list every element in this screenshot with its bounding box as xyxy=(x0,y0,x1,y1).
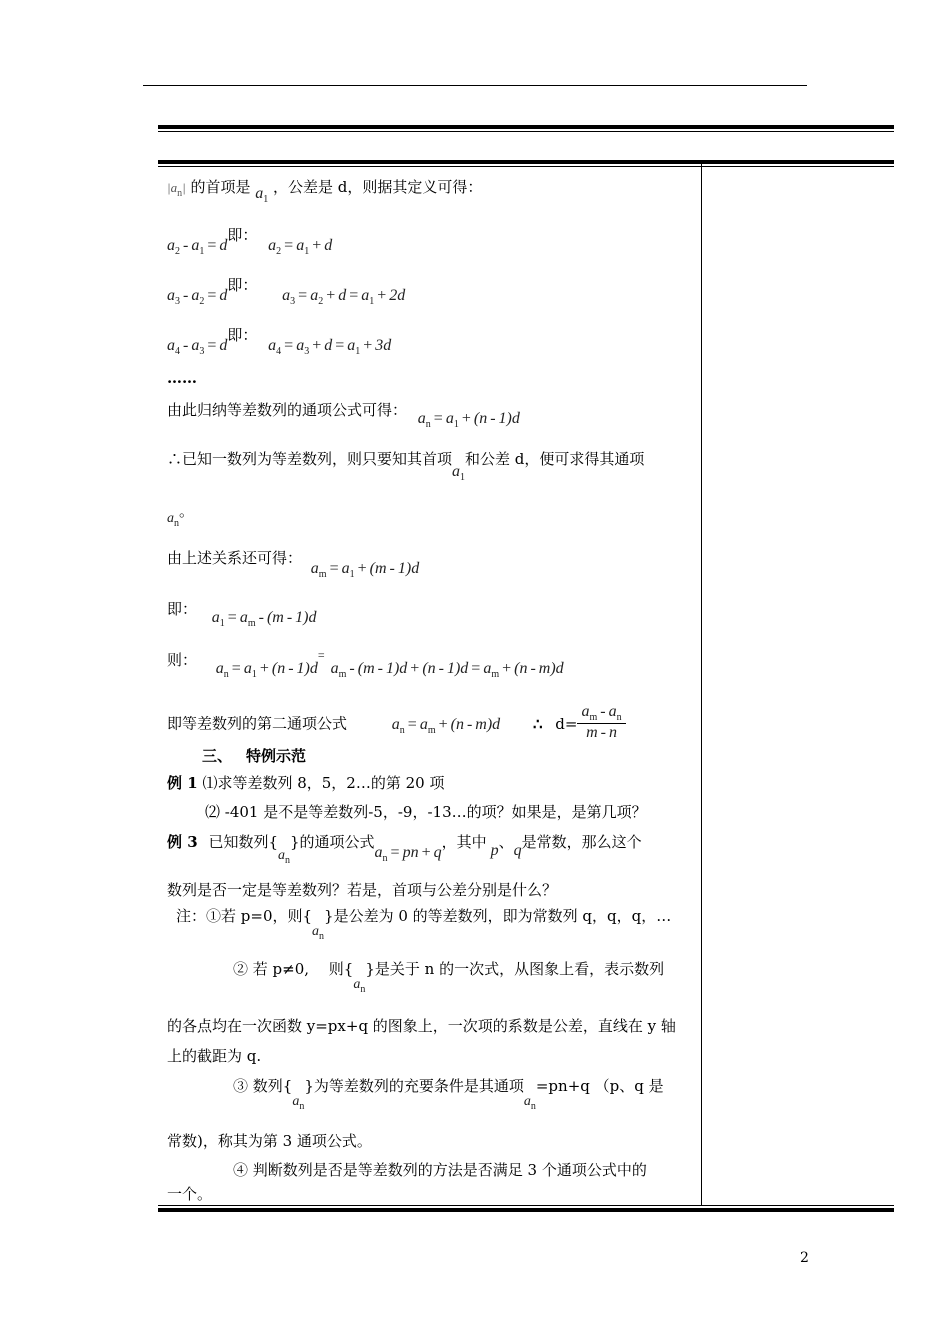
line-also xyxy=(167,547,420,580)
section-number: 三、 xyxy=(202,747,233,765)
formula-am: $a_m = a_1 + (m - 1)d$ xyxy=(310,560,420,580)
symbol-p: p xyxy=(490,842,499,859)
eq-row-2 xyxy=(167,226,333,257)
text-known-a: ∴已知一数列为等差数列，则只要知其首项 xyxy=(167,450,453,468)
eq-row-3 xyxy=(167,276,406,307)
note-2 xyxy=(233,958,665,995)
example-3-line-2: 数列是否一定是等差数列？若是，首项与公差分别是什么？ xyxy=(167,881,558,899)
text-known-b: 和公差 d，便可求得其通项 xyxy=(465,450,645,468)
formula-an-general: $a_n = a_1 + (n - 1)d$ xyxy=(417,410,520,430)
eq-a3-minus-a2: $a_3 - a_2 = d$ xyxy=(167,287,228,307)
text-ji-4: 即： xyxy=(227,326,258,344)
text-d-eq: d= xyxy=(555,714,578,733)
note-3 xyxy=(233,1075,664,1112)
table-bottom-rule-thick xyxy=(158,1208,894,1212)
symbol-an-note3: $a_n$ xyxy=(292,1094,305,1112)
formula-an-pn-q: $a_n$ = pn + q xyxy=(374,844,442,864)
therefore-symbol: ∴ xyxy=(532,714,543,733)
example-3-text-d: 、 xyxy=(498,833,514,851)
table-column-divider xyxy=(701,160,702,1205)
text-ji-2: 即： xyxy=(227,226,258,244)
line-an-period xyxy=(167,502,195,529)
text-first-term-is: 的首项是 xyxy=(190,178,251,196)
note-1-text-b: }是公差为 0 的等差数列，即为常数列 q，q，q，… xyxy=(324,907,672,925)
table-top-rule-thin xyxy=(158,131,894,132)
text-general-formula: 由此归纳等差数列的通项公式可得： xyxy=(167,401,408,419)
example-3-text-e: 是常数，那么这个 xyxy=(521,833,642,851)
eq-a4-minus-a3: $a_4 - a_3 = d$ xyxy=(167,337,228,357)
page-number: 2 xyxy=(800,1250,809,1266)
eq-a3-result: $a_3 = a_2 + d = a_1 + 2d$ xyxy=(282,287,406,307)
example-3-text-a: 已知数列{ xyxy=(208,833,278,851)
ellipsis: …… xyxy=(167,369,197,387)
line-general-formula xyxy=(167,399,520,430)
line-known-first-term xyxy=(167,448,645,483)
symbol-an-ex3: $a_n$ xyxy=(278,848,290,866)
section-heading xyxy=(202,745,306,766)
text-period: 。 xyxy=(179,502,195,520)
note-2-text-a: ② 若 p≠0, 则{ xyxy=(233,960,354,978)
example-1-b: ⑵ -401 是不是等差数列-5，-9，-13…的项？如果是，是第几项？ xyxy=(205,803,647,821)
note-3-line-2: 常数)，称其为第 3 通项公式。 xyxy=(167,1132,372,1150)
symbol-a1-known: $a_1$ xyxy=(452,463,466,483)
seq-an-braces: $|a_n|$ xyxy=(167,180,186,199)
example-1-text-a: ⑴求等差数列 8，5，2…的第 20 项 xyxy=(202,774,445,792)
eq-row-4 xyxy=(167,326,392,357)
symbol-q: q xyxy=(513,842,522,859)
example-3-text-b: }的通项公式 xyxy=(290,833,375,851)
note-2-line-2: 的各点均在一次函数 y=px+q 的图象上，一次项的系数是公差，直线在 y 轴 xyxy=(167,1017,676,1035)
text-ze: 则： xyxy=(167,651,198,669)
text-second-formula: 即等差数列的第二通项公式 xyxy=(167,714,348,733)
note-4: ④ 判断数列是否是等差数列的方法是否满足 3 个通项公式中的 xyxy=(233,1161,647,1179)
symbol-an-note3b: $a_n$ xyxy=(523,1094,536,1112)
example-3-text-c: ，其中 xyxy=(441,833,487,851)
table-row-rule-thick xyxy=(158,160,894,164)
formula-a1: $a_1 = a_m - (m - 1)d$ xyxy=(211,609,317,629)
line-second-formula xyxy=(167,705,626,744)
symbol-an-note2: $a_n$ xyxy=(353,977,366,995)
note-1-text-a: 注：①若 p=0，则{ xyxy=(176,907,313,925)
table-top-rule-thick xyxy=(158,125,894,129)
note-4-line-2: 一个。 xyxy=(167,1185,213,1203)
eq-a2-result: $a_2 = a_1 + d$ xyxy=(268,237,333,257)
example-1-label: 例 1 xyxy=(167,774,198,792)
text-common-diff: ，公差是 d，则据其定义可得： xyxy=(273,178,483,196)
example-1-a xyxy=(167,772,444,793)
eq-a4-result: $a_4 = a_3 + d = a_1 + 3d$ xyxy=(268,337,392,357)
text-ji-a1: 即： xyxy=(167,600,198,618)
eq-a2-minus-a1: $a_2 - a_1 = d$ xyxy=(167,237,228,257)
symbol-an: $a_n$ xyxy=(167,511,179,529)
line-ji-a1 xyxy=(167,598,317,629)
table-bottom-rule-thin xyxy=(158,1205,894,1206)
note-3-text-b: }为等差数列的充要条件是其通项 xyxy=(304,1077,524,1095)
formula-d-fraction: $\frac{a_m - a_n}{m - n}$ xyxy=(577,703,625,742)
text-ji-3: 即： xyxy=(227,276,258,294)
note-3-text-c: =pn+q （p、q 是 xyxy=(535,1077,664,1095)
symbol-an-note1: $a_n$ xyxy=(312,924,325,942)
note-3-text-a: ③ 数列{ xyxy=(233,1077,293,1095)
example-3-label: 例 3 xyxy=(167,833,198,851)
example-3-line xyxy=(167,831,642,866)
formula-second: $a_n = a_m + (n - m)d$ xyxy=(391,715,501,736)
table-row-rule-thin xyxy=(158,166,894,167)
symbol-a1: $a_1$ xyxy=(255,185,269,205)
formula-an-derivation: $a_n = a_1 + (n - 1)d^=a_m - (m - 1)d + (n - 1)d = a_m + (n - m)d$ xyxy=(215,648,564,680)
section-title: 特例示范 xyxy=(246,747,307,765)
line-ze xyxy=(167,648,564,680)
line-first-term xyxy=(167,176,483,205)
header-rule xyxy=(143,85,807,86)
note-2-text-b: }是关于 n 的一次式，从图象上看，表示数列 xyxy=(365,960,665,978)
note-1 xyxy=(176,905,672,942)
note-2-line-3: 上的截距为 q. xyxy=(167,1047,262,1065)
text-also: 由上述关系还可得： xyxy=(167,549,303,567)
